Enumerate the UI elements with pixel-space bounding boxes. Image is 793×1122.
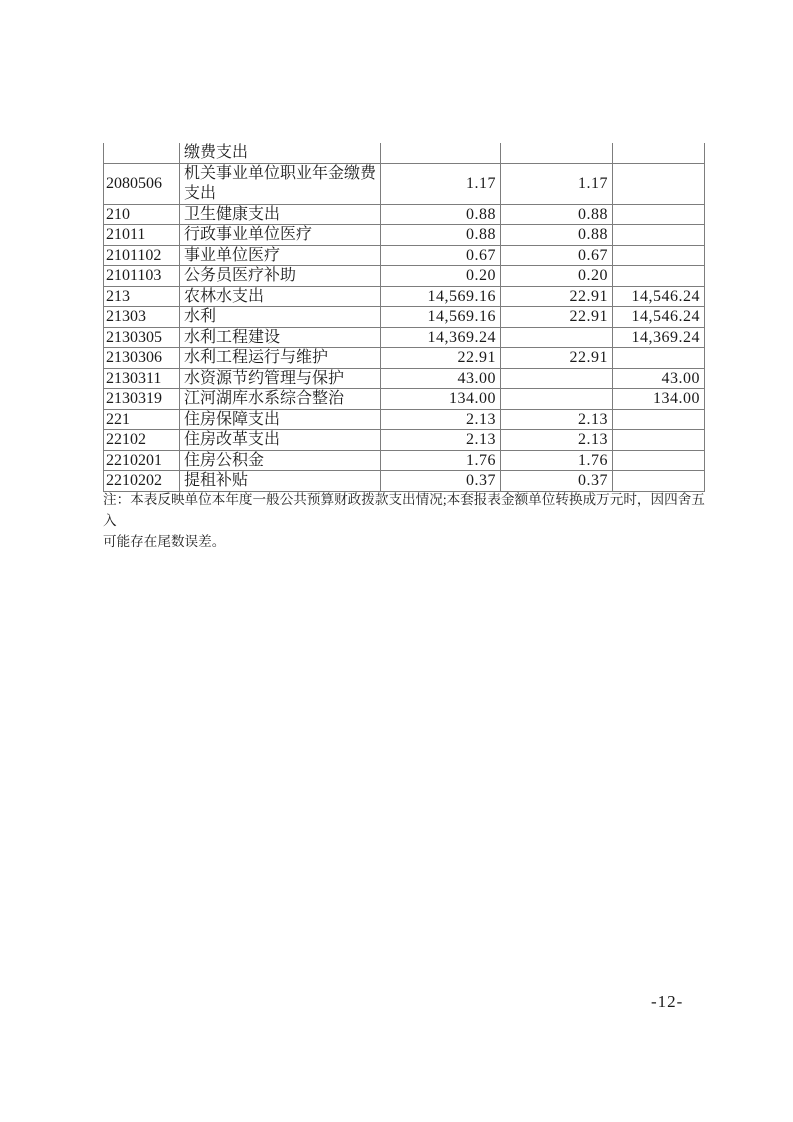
table-row — [104, 163, 705, 204]
value-cell: 22.91 — [381, 348, 501, 369]
value-cell: 0.88 — [381, 225, 501, 246]
name-cell: 江河湖库水系综合整治 — [180, 389, 381, 410]
table-footnote — [103, 489, 707, 552]
value-cell — [613, 245, 705, 266]
value-cell: 1.76 — [381, 450, 501, 471]
code-cell: 213 — [104, 286, 180, 307]
table-row — [104, 450, 705, 471]
value-cell — [613, 409, 705, 430]
value-cell — [501, 327, 613, 348]
code-cell: 21303 — [104, 307, 180, 328]
table-row — [104, 409, 705, 430]
value-cell: 134.00 — [381, 389, 501, 410]
value-cell: 43.00 — [381, 368, 501, 389]
value-cell — [501, 389, 613, 410]
value-cell — [381, 143, 501, 163]
name-cell: 住房改革支出 — [180, 430, 381, 451]
name-cell: 水资源节约管理与保护 — [180, 368, 381, 389]
value-cell — [613, 204, 705, 225]
code-cell: 2210202 — [104, 471, 180, 492]
table-row — [104, 389, 705, 410]
table-row — [104, 204, 705, 225]
value-cell — [613, 143, 705, 163]
table-row — [104, 327, 705, 348]
name-cell: 水利工程建设 — [180, 327, 381, 348]
table-row — [104, 245, 705, 266]
value-cell: 0.88 — [381, 204, 501, 225]
footnote-line-1: 注：本表反映单位本年度一般公共预算财政拨款支出情况;本套报表金额单位转换成万元时，因四舍五入 — [103, 492, 705, 528]
value-cell: 0.20 — [381, 266, 501, 287]
budget-expenditure-table — [103, 143, 705, 492]
value-cell: 0.67 — [501, 245, 613, 266]
code-cell: 2130311 — [104, 368, 180, 389]
value-cell — [501, 143, 613, 163]
code-cell: 21011 — [104, 225, 180, 246]
name-cell: 农林水支出 — [180, 286, 381, 307]
code-cell: 2130306 — [104, 348, 180, 369]
name-cell: 行政事业单位医疗 — [180, 225, 381, 246]
name-cell: 机关事业单位职业年金缴费支出 — [180, 163, 381, 204]
value-cell: 22.91 — [501, 348, 613, 369]
name-cell: 缴费支出 — [180, 143, 381, 163]
value-cell: 14,546.24 — [613, 307, 705, 328]
value-cell: 2.13 — [381, 409, 501, 430]
value-cell: 0.20 — [501, 266, 613, 287]
name-cell: 提租补贴 — [180, 471, 381, 492]
value-cell — [613, 266, 705, 287]
code-cell: 2101103 — [104, 266, 180, 287]
value-cell — [613, 163, 705, 204]
value-cell: 0.88 — [501, 204, 613, 225]
value-cell: 0.88 — [501, 225, 613, 246]
table-row — [104, 368, 705, 389]
value-cell: 134.00 — [613, 389, 705, 410]
footnote-line-2: 可能存在尾数误差。 — [103, 534, 226, 549]
value-cell: 2.13 — [501, 430, 613, 451]
code-cell: 210 — [104, 204, 180, 225]
table-row — [104, 430, 705, 451]
table-row — [104, 348, 705, 369]
value-cell: 1.17 — [381, 163, 501, 204]
table-row — [104, 143, 705, 163]
code-cell: 2080506 — [104, 163, 180, 204]
value-cell: 0.37 — [501, 471, 613, 492]
code-cell: 2210201 — [104, 450, 180, 471]
name-cell: 水利 — [180, 307, 381, 328]
code-cell: 2130319 — [104, 389, 180, 410]
value-cell: 0.37 — [381, 471, 501, 492]
value-cell: 43.00 — [613, 368, 705, 389]
name-cell: 卫生健康支出 — [180, 204, 381, 225]
table-row — [104, 286, 705, 307]
name-cell: 公务员医疗补助 — [180, 266, 381, 287]
value-cell — [613, 225, 705, 246]
value-cell: 1.76 — [501, 450, 613, 471]
name-cell: 水利工程运行与维护 — [180, 348, 381, 369]
value-cell: 14,569.16 — [381, 286, 501, 307]
value-cell: 14,369.24 — [381, 327, 501, 348]
budget-table-body — [104, 143, 705, 491]
name-cell: 住房保障支出 — [180, 409, 381, 430]
table-row — [104, 266, 705, 287]
value-cell: 22.91 — [501, 286, 613, 307]
table-row — [104, 307, 705, 328]
value-cell — [613, 430, 705, 451]
page-number: -12- — [651, 992, 684, 1011]
code-cell: 221 — [104, 409, 180, 430]
name-cell: 住房公积金 — [180, 450, 381, 471]
value-cell: 0.67 — [381, 245, 501, 266]
value-cell — [501, 368, 613, 389]
value-cell: 2.13 — [381, 430, 501, 451]
value-cell: 22.91 — [501, 307, 613, 328]
value-cell: 14,546.24 — [613, 286, 705, 307]
value-cell — [613, 450, 705, 471]
value-cell — [613, 348, 705, 369]
value-cell: 1.17 — [501, 163, 613, 204]
code-cell — [104, 143, 180, 163]
value-cell: 14,569.16 — [381, 307, 501, 328]
value-cell: 14,369.24 — [613, 327, 705, 348]
code-cell: 22102 — [104, 430, 180, 451]
code-cell: 2130305 — [104, 327, 180, 348]
value-cell: 2.13 — [501, 409, 613, 430]
table-row — [104, 225, 705, 246]
code-cell: 2101102 — [104, 245, 180, 266]
name-cell: 事业单位医疗 — [180, 245, 381, 266]
